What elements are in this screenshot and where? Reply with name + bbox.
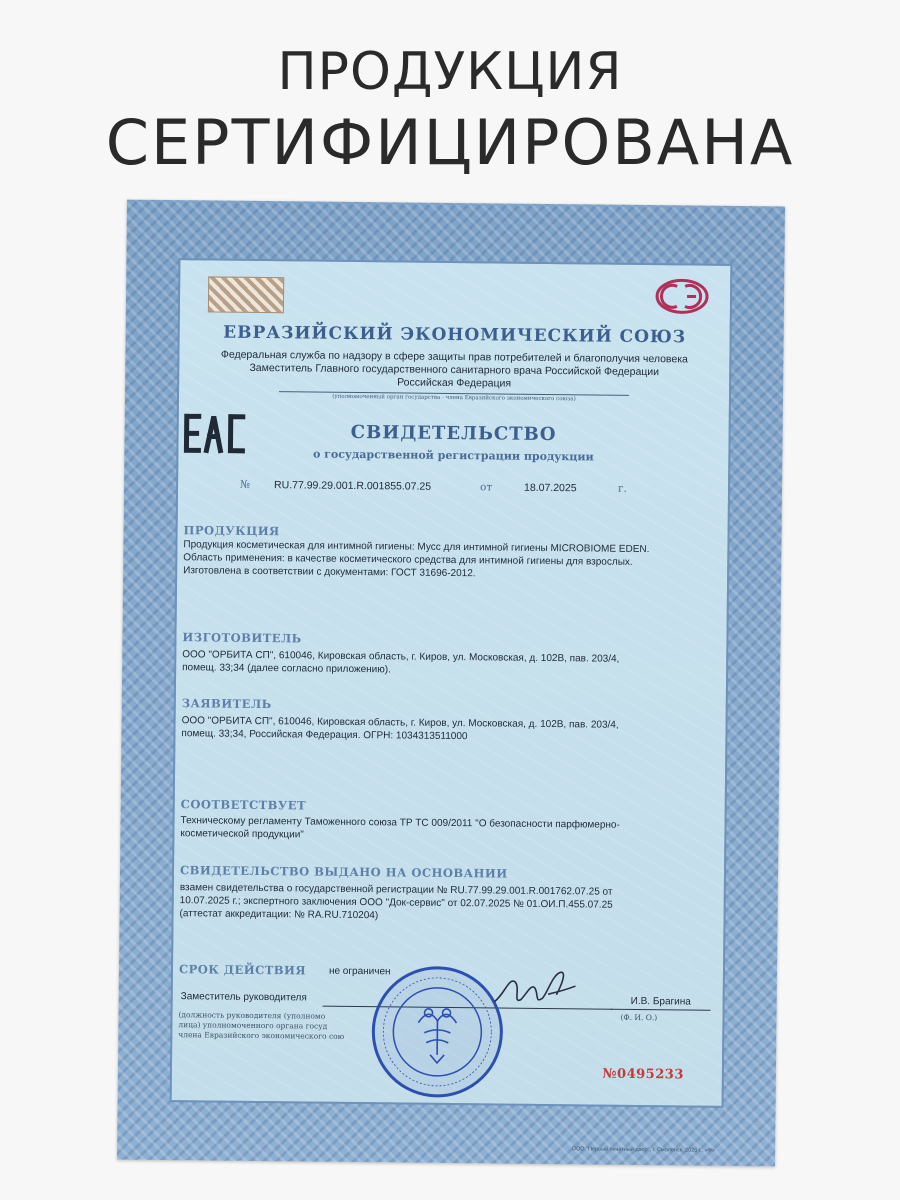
- name-line: [611, 1009, 711, 1011]
- product-line-3: Изготовлена в соответствии с документами: ГОСТ 31696-2012.: [183, 565, 476, 580]
- year-suffix: г.: [617, 482, 627, 495]
- name-caption: (Ф. И. О.): [620, 1012, 658, 1023]
- validity-value: не ограничен: [328, 965, 391, 978]
- issue-date: 18.07.2025: [523, 481, 577, 495]
- basis-heading: СВИДЕТЕЛЬСТВО ВЫДАНО НА ОСНОВАНИИ: [179, 863, 508, 881]
- certificate-paper: [170, 258, 733, 1154]
- printer-note: ООО "Первый печатный двор", г. Смоленск, 2025 г., «Ф»: [571, 1146, 716, 1154]
- manufacturer-line-1: ООО "ОРБИТА СП", 610046, Кировская область, г. Киров, ул. Московская, д. 102В, пав. 203/4,: [182, 649, 620, 665]
- ce-registration-mark-icon: [654, 277, 710, 316]
- document-subtitle: о государственной регистрации продукции: [312, 447, 594, 464]
- applicant-line-1: ООО "ОРБИТА СП", 610046, Кировская область, г. Киров, ул. Московская, д. 102В, пав. 203/4,: [181, 715, 619, 731]
- compliance-line-2: косметической продукции": [180, 828, 304, 841]
- union-title: ЕВРАЗИЙСКИЙ ЭКОНОМИЧЕСКИЙ СОЮЗ: [223, 322, 687, 348]
- issuing-body-line-2: Заместитель Главного государственного санитарного врача Российской Федерации: [249, 361, 660, 379]
- compliance-line-1: Техническому регламенту Таможенного союза ТР ТС 009/2011 "О безопасности парфюмерно-: [180, 815, 620, 831]
- signatory-position: Заместитель руководителя: [180, 991, 307, 1004]
- manufacturer-line-2: помещ. 33;34 (далее согласно приложению).: [182, 662, 391, 676]
- validity-heading: СРОК ДЕЙСТВИЯ: [178, 962, 307, 978]
- document-title: СВИДЕТЕЛЬСТВО: [350, 421, 557, 446]
- signatory-name: И.В. Брагина: [630, 995, 691, 1008]
- position-caption-line-1: (должность руководителя (уполномо: [178, 1010, 326, 1021]
- product-line-2: Область применения: в качестве косметического средства для интимной гигиены для взрослых.: [183, 552, 633, 568]
- headline-line-2: СЕРТИФИЦИРОВАНА: [105, 106, 795, 179]
- manufacturer-heading: ИЗГОТОВИТЕЛЬ: [182, 630, 302, 646]
- form-serial-number: №0495233: [602, 1066, 684, 1083]
- product-heading: ПРОДУКЦИЯ: [183, 523, 280, 539]
- applicant-heading: ЗАЯВИТЕЛЬ: [181, 696, 272, 712]
- issuing-body-caption: (уполномоченный орган государства - члена Евразийского экономического союза): [332, 393, 576, 403]
- number-label: №: [240, 478, 251, 491]
- applicant-line-2: помещ. 33;34, Российская Федерация. ОГРН: 1034313511000: [181, 728, 468, 743]
- compliance-heading: СООТВЕТСТВУЕТ: [180, 797, 307, 813]
- basis-line-2: 10.07.2025 г.; экспертного заключения ООО "Док-сервис" от 02.07.2025 № 01.ОИ.П.455.07.25: [179, 895, 613, 911]
- basis-line-3: (аттестат аккредитации: № RA.RU.710204): [179, 908, 379, 922]
- issuing-body-line-1: Федеральная служба по надзору в сфере защиты прав потребителей и благополучия человека: [220, 348, 688, 366]
- handwritten-signature: [491, 963, 582, 1014]
- basis-line-1: взамен свидетельства о государственной регистрации № RU.77.99.29.001.R.001762.07.25 от: [179, 882, 613, 898]
- date-label: от: [479, 481, 493, 494]
- headline-line-1: ПРОДУКЦИЯ: [277, 42, 623, 102]
- hologram-sticker: [208, 276, 284, 313]
- certificate-number: RU.77.99.29.001.R.001855.07.25: [273, 479, 432, 493]
- official-round-stamp: [368, 962, 507, 1101]
- issuing-body-line-3: Российская Федерация: [397, 376, 512, 390]
- product-line-1: Продукция косметическая для интимной гигиены: Мусс для интимной гигиены MICROBIOME EDEN.: [183, 539, 650, 556]
- position-caption-line-2: лица) уполномоченного органа госуд: [178, 1020, 328, 1031]
- position-caption-line-3: члена Евразийского экономического сою: [178, 1030, 345, 1041]
- certificate-document: [117, 200, 785, 1167]
